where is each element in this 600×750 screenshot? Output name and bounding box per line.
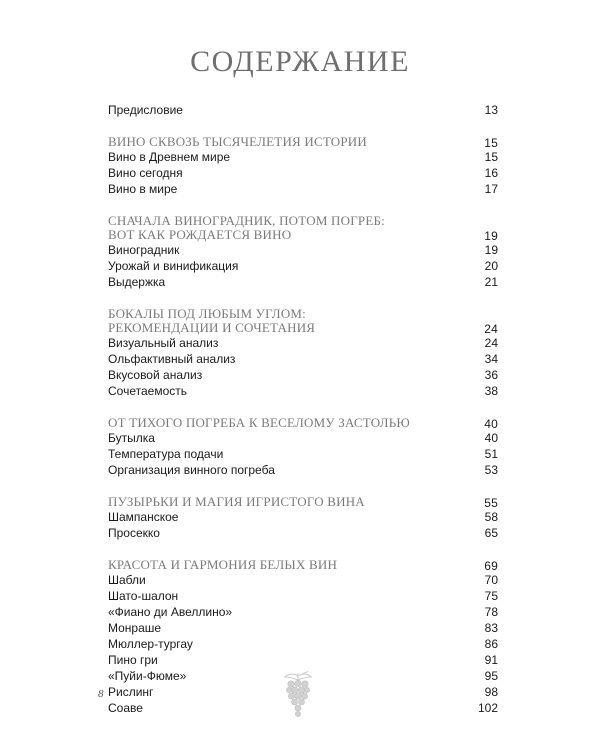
toc-entry-label: Сочетаемость — [108, 384, 187, 398]
toc-entry-label: Пино гри — [108, 653, 158, 667]
toc-entry[interactable] — [108, 620, 498, 636]
toc-entry-label: Виноградник — [108, 243, 180, 257]
toc-entry-page: 98 — [484, 685, 498, 699]
toc-entry[interactable] — [108, 604, 498, 620]
toc-section-title-line: ВИНО СКВОЗЬ ТЫСЯЧЕЛЕТИЯ ИСТОРИИ — [108, 134, 367, 149]
toc-entry-label: Просекко — [108, 526, 160, 540]
toc-entry-label: Визуальный анализ — [108, 336, 219, 350]
toc-entry-label: Бутылка — [108, 431, 155, 445]
toc-section-page: 24 — [484, 322, 498, 336]
toc-entry[interactable] — [108, 181, 498, 197]
toc-entry-page: 17 — [484, 182, 498, 196]
toc-entry-page: 86 — [484, 637, 498, 651]
toc-entry-label: Урожай и винификация — [108, 259, 239, 273]
toc-entry-page: 13 — [484, 103, 498, 117]
toc-section-title-line: ОТ ТИХОГО ПОГРЕБА К ВЕСЕЛОМУ ЗАСТОЛЬЮ — [108, 415, 410, 430]
toc-entry[interactable] — [108, 446, 498, 462]
toc-entry-label: Рислинг — [108, 685, 154, 699]
toc-entry-label: «Фиано ди Авеллино» — [108, 605, 233, 619]
toc-entry-page: 91 — [484, 653, 498, 667]
toc-section-title-line: ПУЗЫРЬКИ И МАГИЯ ИГРИСТОГО ВИНА — [108, 494, 365, 509]
toc-entry-page: 20 — [484, 259, 498, 273]
toc-entry-page: 75 — [484, 589, 498, 603]
toc-entry-label: Шабли — [108, 573, 146, 587]
toc-entry[interactable] — [108, 274, 498, 290]
toc-entry[interactable] — [108, 242, 498, 258]
toc-entry-page: 58 — [484, 510, 498, 524]
toc-entry-page: 70 — [484, 573, 498, 587]
toc-section-title-line: РЕКОМЕНДАЦИИ И СОЧЕТАНИЯ — [108, 320, 316, 335]
toc-section — [108, 135, 498, 197]
table-of-contents — [108, 102, 498, 716]
toc-entry-label: Мюллер-тургау — [108, 637, 193, 651]
toc-entry-label: Предисловие — [108, 103, 183, 117]
toc-entry[interactable] — [108, 652, 498, 668]
toc-entry[interactable] — [108, 430, 498, 446]
toc-entry[interactable] — [108, 335, 498, 351]
toc-entry-label: Монраше — [108, 621, 162, 635]
toc-entry-label: Вино в мире — [108, 182, 178, 196]
toc-section-title[interactable] — [108, 307, 498, 335]
toc-section-title-line: ВОТ КАК РОЖДАЕТСЯ ВИНО — [108, 227, 292, 242]
toc-section-title-line: СНАЧАЛА ВИНОГРАДНИК, ПОТОМ ПОГРЕБ: — [108, 213, 385, 228]
grape-cluster-icon — [281, 671, 315, 719]
toc-entry-page: 95 — [484, 669, 498, 683]
toc-section-title[interactable] — [108, 558, 498, 572]
toc-entry-label: Организация винного погреба — [108, 463, 275, 477]
toc-entry-page: 36 — [484, 368, 498, 382]
toc-section-page: 55 — [484, 496, 498, 510]
toc-section — [108, 214, 498, 290]
toc-section-title-line: БОКАЛЫ ПОД ЛЮБЫМ УГЛОМ: — [108, 306, 306, 321]
toc-section-title[interactable] — [108, 214, 498, 242]
toc-section-page: 15 — [484, 136, 498, 150]
toc-entry[interactable] — [108, 165, 498, 181]
toc-entry-page: 19 — [484, 243, 498, 257]
toc-entry-page: 16 — [484, 166, 498, 180]
toc-entry-page: 21 — [484, 275, 498, 289]
toc-entry-label: Ольфактивный анализ — [108, 352, 236, 366]
toc-entry-page: 40 — [484, 431, 498, 445]
toc-entry-label: Выдержка — [108, 275, 166, 289]
toc-entry-label: Соаве — [108, 701, 143, 715]
toc-entry-page: 34 — [484, 352, 498, 366]
toc-entry-page: 65 — [484, 526, 498, 540]
page-number: 8 — [98, 688, 104, 700]
toc-section — [108, 495, 498, 541]
toc-entry-page: 38 — [484, 384, 498, 398]
toc-entry-page: 24 — [484, 336, 498, 350]
toc-entry[interactable] — [108, 588, 498, 604]
toc-entry-page: 51 — [484, 447, 498, 461]
toc-entry[interactable] — [108, 351, 498, 367]
toc-entry[interactable] — [108, 509, 498, 525]
toc-entry-page: 102 — [477, 701, 498, 715]
page-title: СОДЕРЖАНИЕ — [190, 45, 410, 78]
toc-entry-label: Вино в Древнем мире — [108, 150, 231, 164]
toc-section-title[interactable] — [108, 495, 498, 509]
toc-entry-label: «Пуйи-Фюме» — [108, 669, 187, 683]
toc-section-title-line: КРАСОТА И ГАРМОНИЯ БЕЛЫХ ВИН — [108, 557, 338, 572]
toc-entry[interactable] — [108, 636, 498, 652]
toc-entry[interactable] — [108, 572, 498, 588]
toc-entry[interactable] — [108, 149, 498, 165]
toc-section-page: 40 — [484, 417, 498, 431]
toc-entry[interactable] — [108, 367, 498, 383]
toc-entry-page: 78 — [484, 605, 498, 619]
toc-entry-label: Температура подачи — [108, 447, 224, 461]
toc-section — [108, 307, 498, 399]
toc-section-page: 19 — [484, 229, 498, 243]
toc-section-title[interactable] — [108, 416, 498, 430]
toc-section-page: 69 — [484, 559, 498, 573]
toc-entry-page: 15 — [484, 150, 498, 164]
toc-entry-label: Вкусовой анализ — [108, 368, 203, 382]
toc-section-title[interactable] — [108, 135, 498, 149]
toc-section — [108, 416, 498, 478]
toc-entry-page: 83 — [484, 621, 498, 635]
toc-entry-label: Шампанское — [108, 510, 179, 524]
toc-entry[interactable] — [108, 462, 498, 478]
toc-entry-label: Шато-шалон — [108, 589, 179, 603]
toc-entry[interactable] — [108, 258, 498, 274]
toc-entry-preface[interactable] — [108, 102, 498, 118]
toc-entry-label: Вино сегодня — [108, 166, 183, 180]
toc-entry[interactable] — [108, 525, 498, 541]
toc-entry[interactable] — [108, 383, 498, 399]
toc-entry-page: 53 — [484, 463, 498, 477]
